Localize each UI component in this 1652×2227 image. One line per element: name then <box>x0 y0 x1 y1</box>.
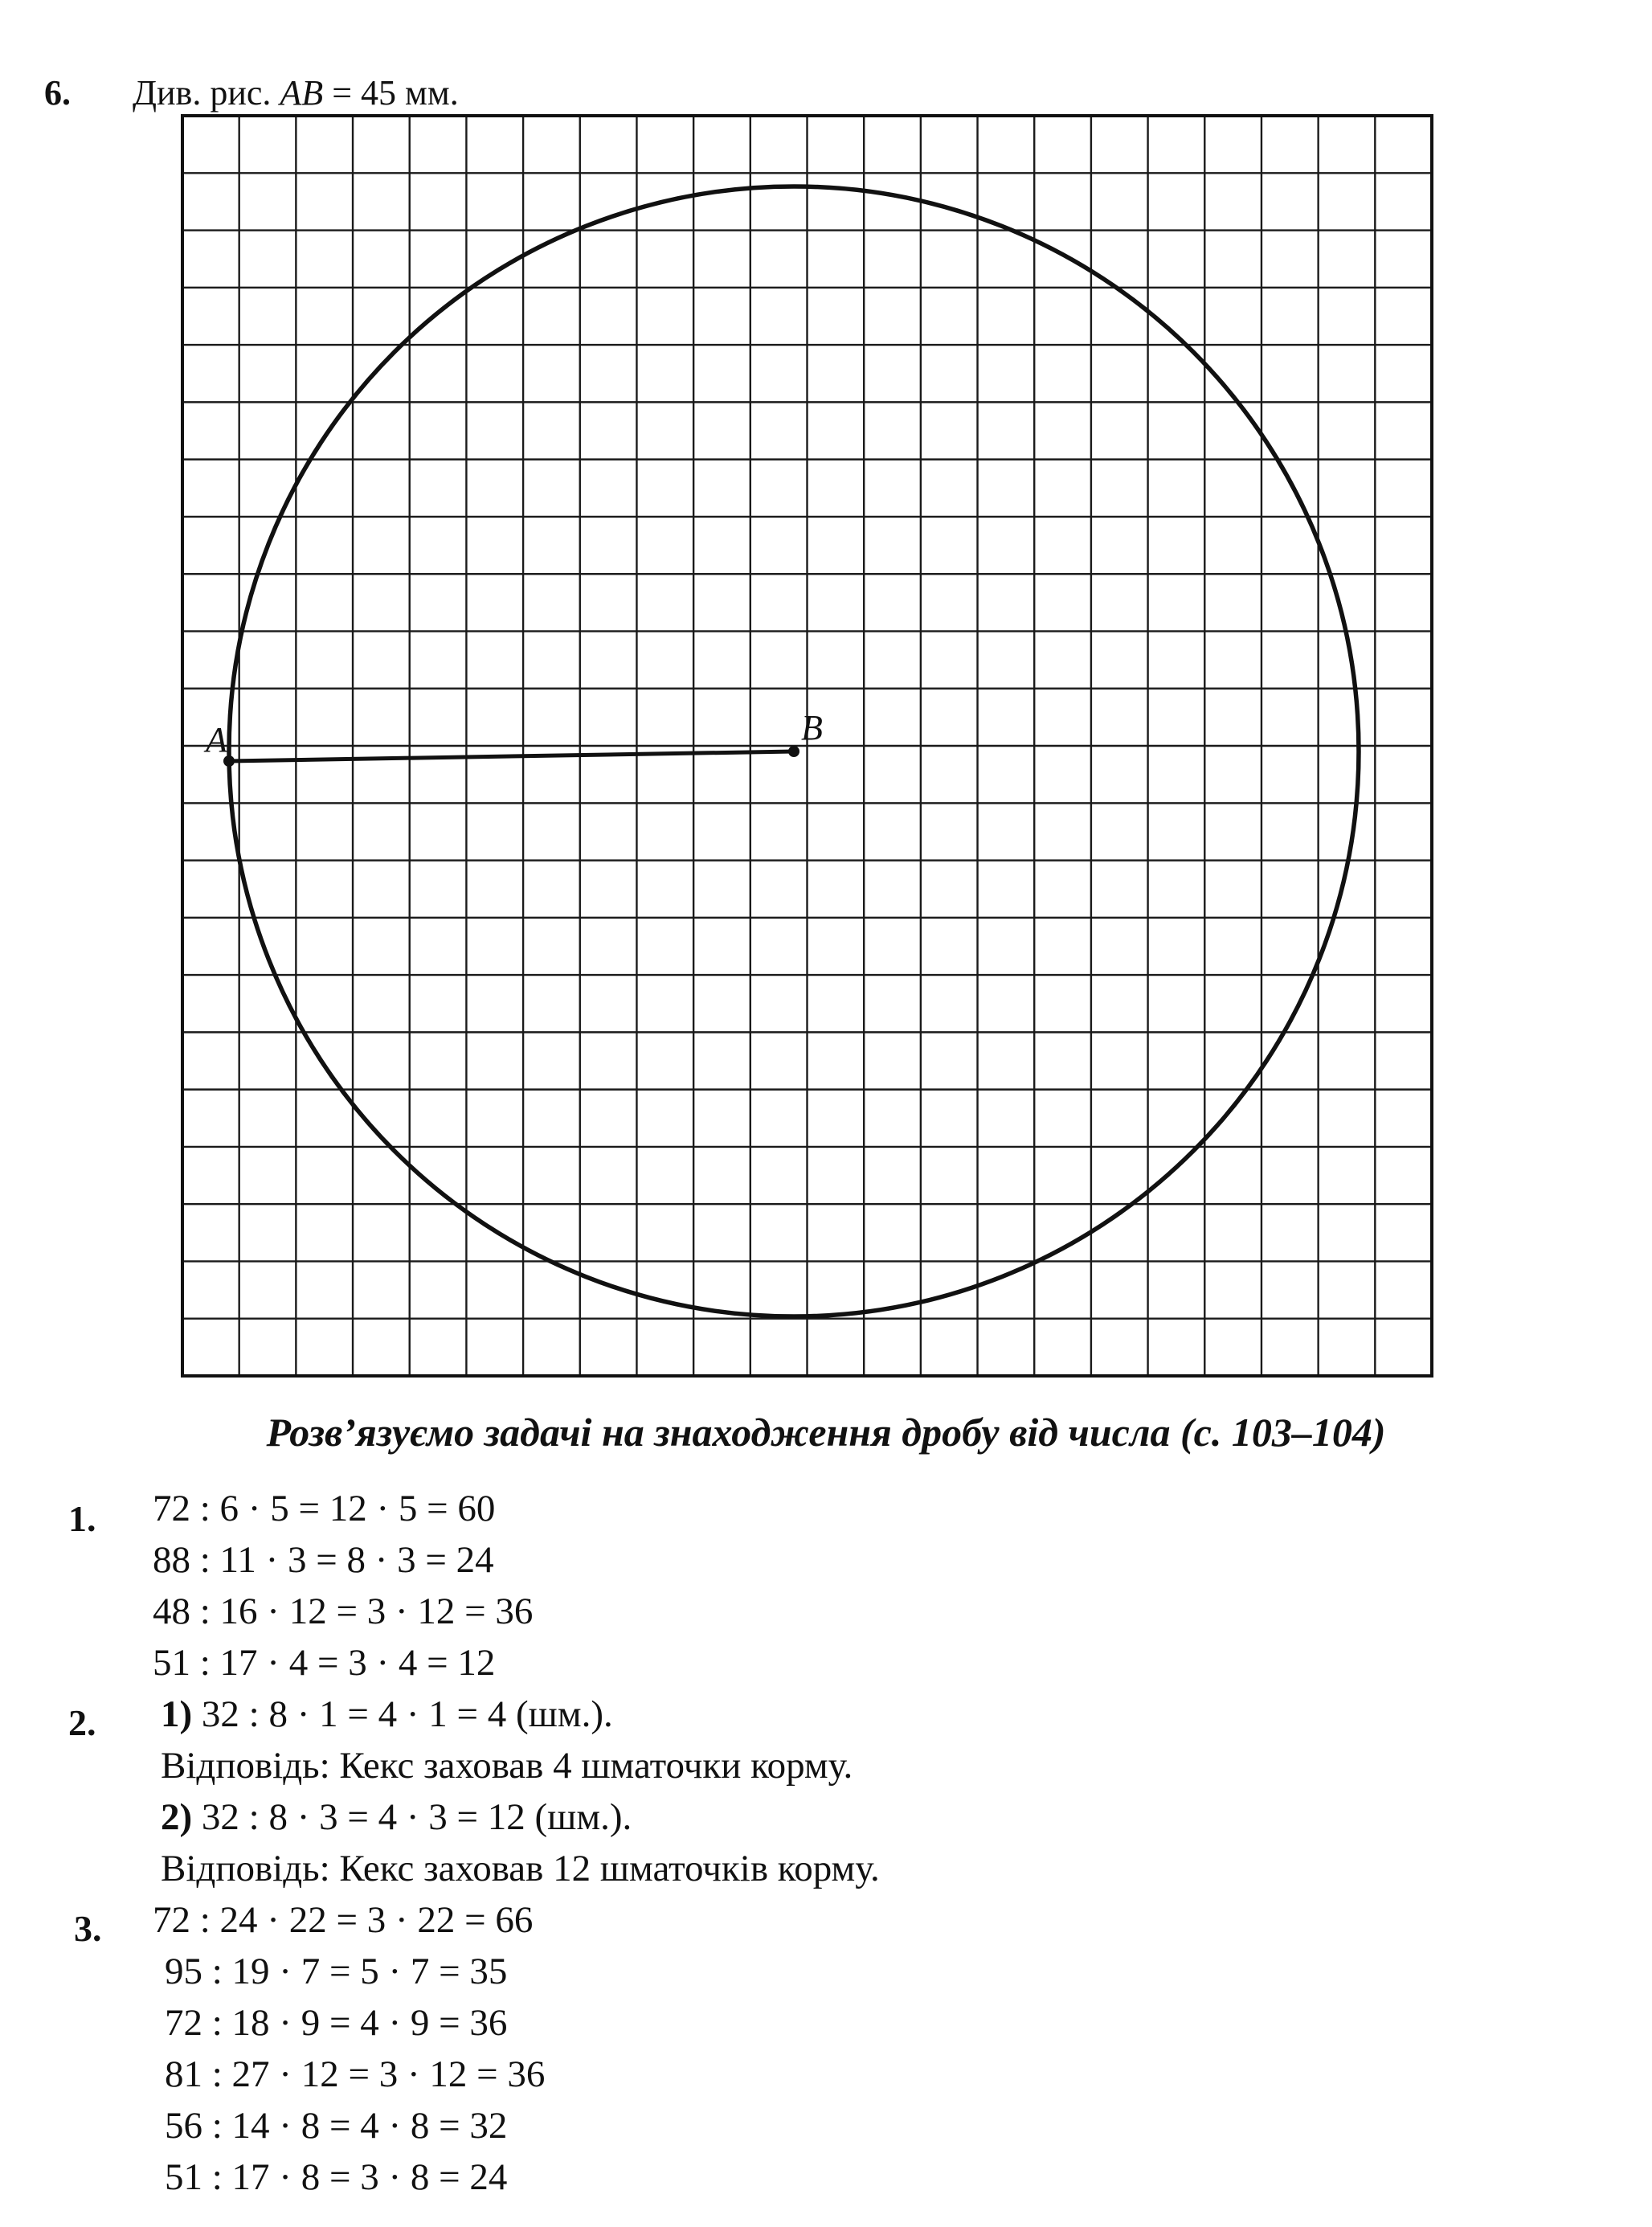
problem-text-suffix: = 45 мм. <box>323 73 459 113</box>
problem-2-line-4: Відповідь: Кекс заховав 12 шматочків корму. <box>161 1848 880 1889</box>
problem-2-number: 2. <box>68 1702 96 1743</box>
problem-text-prefix: Див. рис. <box>133 73 280 113</box>
problem-number: 6. <box>44 73 71 113</box>
problem-3-line-4: 81 : 27 · 12 = 3 · 12 = 36 <box>165 2053 546 2095</box>
label-a: A <box>206 720 227 759</box>
problem-2-line-2: Відповідь: Кекс заховав 4 шматочки корму. <box>161 1745 853 1787</box>
segment-ab <box>229 751 794 761</box>
segment-name: AB <box>280 73 324 113</box>
problem-3-line-3: 72 : 18 · 9 = 4 · 9 = 36 <box>165 2002 508 2044</box>
problem-3-line-1: 72 : 24 · 22 = 3 · 22 = 66 <box>153 1899 534 1941</box>
problem-3-line-6: 51 : 17 · 8 = 3 · 8 = 24 <box>165 2156 508 2198</box>
step-text: 32 : 8 · 1 = 4 · 1 = 4 (шм.). <box>192 1693 613 1735</box>
problem-3-line-5: 56 : 14 · 8 = 4 · 8 = 32 <box>165 2105 508 2147</box>
problem-1-number: 1. <box>68 1498 96 1539</box>
step-text: 32 : 8 · 3 = 4 · 3 = 12 (шм.). <box>192 1796 632 1838</box>
problem-1-line-1: 72 : 6 · 5 = 12 · 5 = 60 <box>153 1488 496 1529</box>
problem-3-line-2: 95 : 19 · 7 = 5 · 7 = 35 <box>165 1951 508 1992</box>
point-b <box>788 746 799 757</box>
label-b: B <box>801 708 823 747</box>
step-marker: 1) <box>161 1693 193 1735</box>
problem-1-line-3: 48 : 16 · 12 = 3 · 12 = 36 <box>153 1590 534 1632</box>
problem-1-line-4: 51 : 17 · 4 = 3 · 4 = 12 <box>153 1642 496 1684</box>
problem-1-line-2: 88 : 11 · 3 = 8 · 3 = 24 <box>153 1539 494 1581</box>
problem-2-line-1 <box>161 1689 613 1740</box>
problem-3-number: 3. <box>74 1908 102 1949</box>
step-marker: 2) <box>161 1796 193 1838</box>
problem-2-line-3 <box>161 1791 632 1843</box>
section-heading: Розв’язуємо задачі на знаходження дробу від числа (с. 103–104) <box>266 1410 1386 1455</box>
